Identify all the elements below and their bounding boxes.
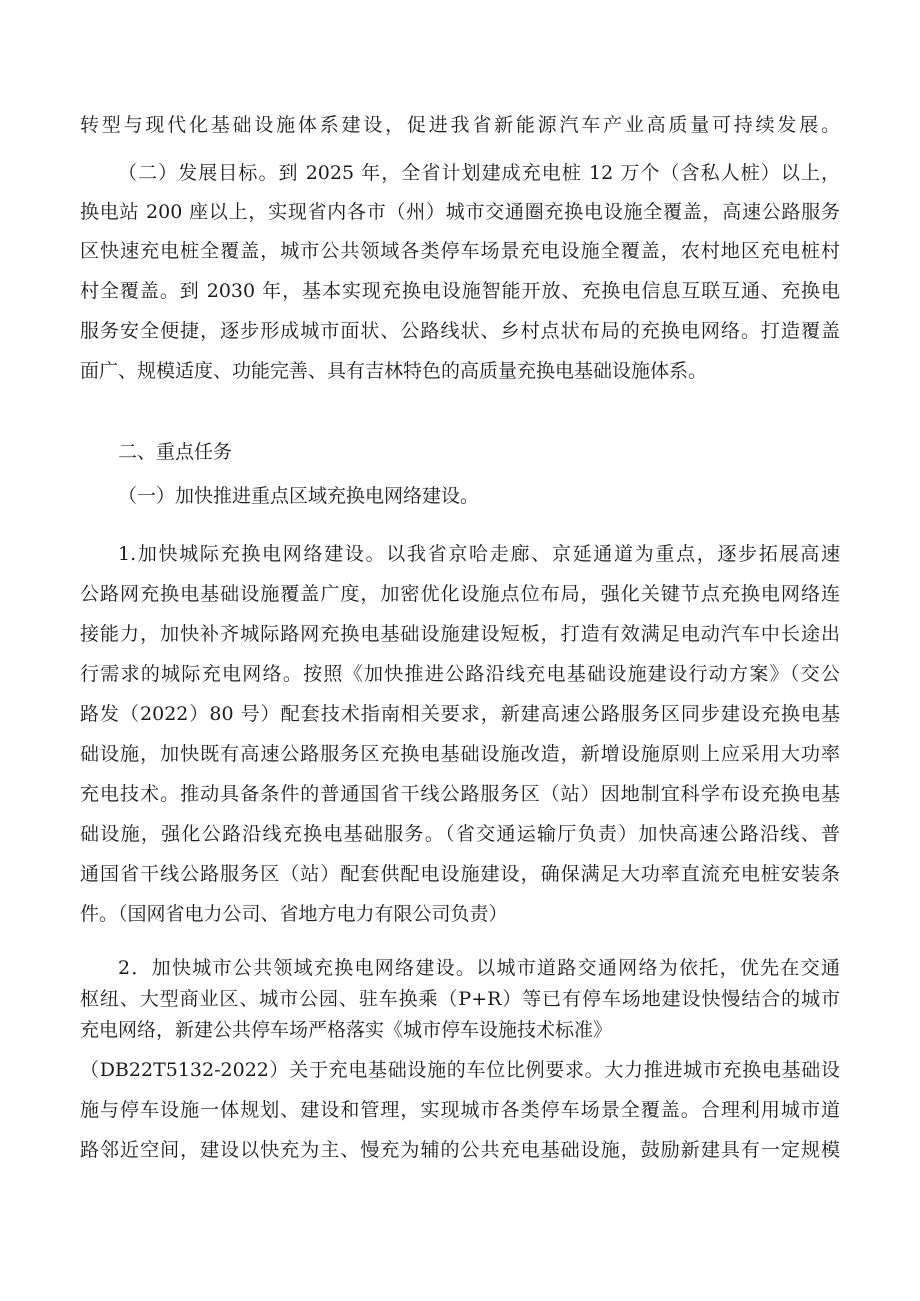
- paragraph-line: 村全覆盖。到 2030 年，基本实现充换电设施智能开放、充换电信息互联互通、充换电: [80, 280, 840, 302]
- paragraph-line: 通国省干线公路服务区（站）配套供配电设施建设，确保满足大功率直流充电桩安装条: [80, 863, 840, 885]
- paragraph-line: 2．加快城市公共领域充换电网络建设。以城市道路交通网络为依托，优先在交通: [118, 957, 840, 979]
- paragraph-line: （DB22T5132-2022）关于充电基础设施的车位比例要求。大力推进城市充换电基础设: [80, 1059, 840, 1081]
- paragraph-line: 路邻近空间，建设以快充为主、慢充为辅的公共充电基础设施，鼓励新建具有一定规模: [80, 1139, 840, 1161]
- paragraph-line: 础设施，强化公路沿线充换电基础服务。（省交通运输厅负责）加快高速公路沿线、普: [80, 823, 840, 845]
- section-heading: 二、重点任务: [118, 441, 233, 463]
- paragraph-line: 区快速充电桩全覆盖，城市公共领域各类停车场景充电设施全覆盖，农村地区充电桩村: [80, 240, 840, 262]
- paragraph-line: 施与停车设施一体规划、建设和管理，实现城市各类停车场景全覆盖。合理利用城市道: [80, 1099, 840, 1121]
- paragraph-line: 服务安全便捷，逐步形成城市面状、公路线状、乡村点状布局的充换电网络。打造覆盖: [80, 320, 840, 342]
- paragraph-line: （二）发展目标。到 2025 年，全省计划建成充电桩 12 万个（含私人桩）以上，: [118, 162, 840, 184]
- paragraph-line: 换电站 200 座以上，实现省内各市（州）城市交通圈充换电设施全覆盖，高速公路服务: [80, 201, 840, 223]
- subsection-heading: （一）加快推进重点区域充换电网络建设。: [118, 485, 480, 507]
- paragraph-line: 路发（2022）80 号）配套技术指南相关要求，新建高速公路服务区同步建设充换电基: [80, 703, 840, 725]
- paragraph-line: 1.加快城际充换电网络建设。以我省京哈走廊、京延通道为重点，逐步拓展高速: [118, 543, 840, 565]
- paragraph-line: 面广、规模适度、功能完善、具有吉林特色的高质量充换电基础设施体系。: [80, 360, 708, 382]
- paragraph-line: 础设施，加快既有高速公路服务区充换电基础设施改造，新增设施原则上应采用大功率: [80, 743, 840, 765]
- paragraph-line: 转型与现代化基础设施体系建设，促进我省新能源汽车产业高质量可持续发展。: [80, 114, 840, 136]
- paragraph-line: 接能力，加快补齐城际路网充换电基础设施建设短板，打造有效满足电动汽车中长途出: [80, 623, 840, 645]
- paragraph-line: 公路网充换电基础设施覆盖广度，加密优化设施点位布局，强化关键节点充换电网络连: [80, 583, 840, 605]
- paragraph-line: 充电网络，新建公共停车场严格落实《城市停车设施技术标准》: [80, 1019, 613, 1041]
- paragraph-line: 行需求的城际充电网络。按照《加快推进公路沿线充电基础设施建设行动方案》（交公: [80, 663, 840, 685]
- paragraph-line: 充电技术。推动具备条件的普通国省干线公路服务区（站）因地制宜科学布设充换电基: [80, 783, 840, 805]
- paragraph-line: 枢纽、大型商业区、城市公园、驻车换乘（P+R）等已有停车场地建设快慢结合的城市: [80, 988, 840, 1010]
- paragraph-line: 件。（国网省电力公司、省地方电力有限公司负责）: [80, 903, 508, 925]
